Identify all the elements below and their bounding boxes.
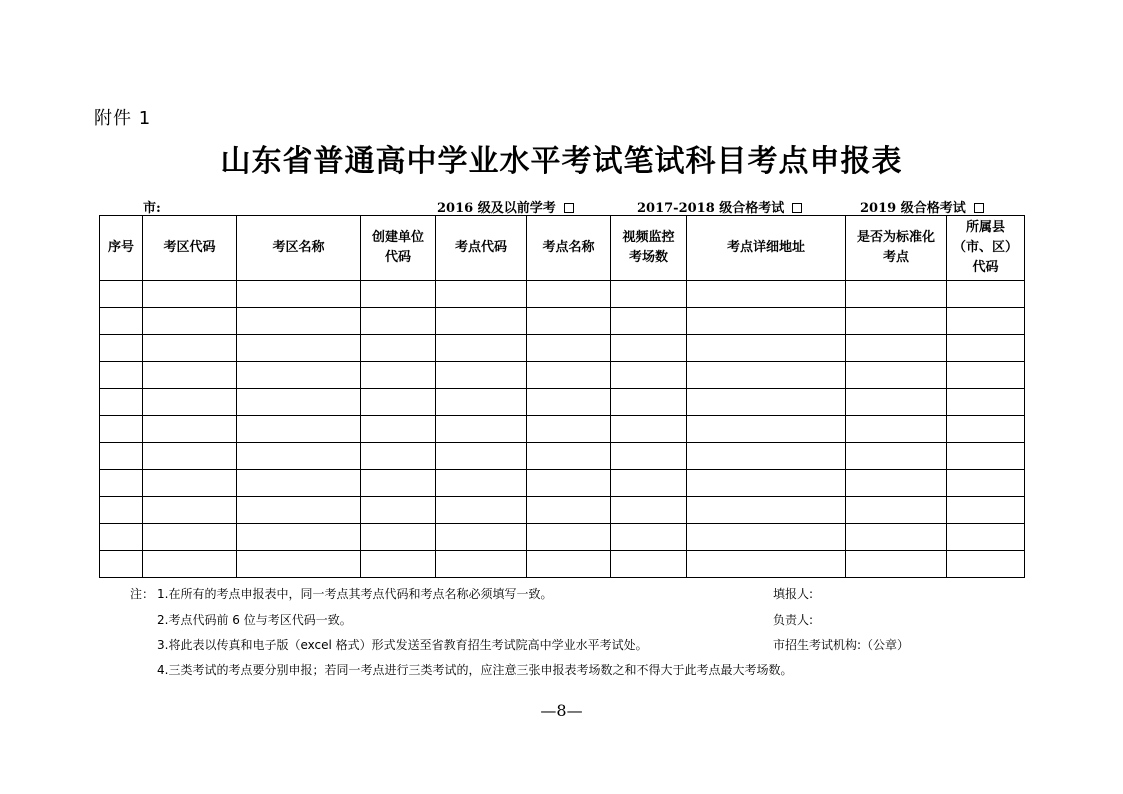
exam-option-2017-2018-label: 2017-2018 级合格考试 [637,201,785,216]
table-cell[interactable] [237,551,361,578]
table-cell[interactable] [947,497,1025,524]
table-cell[interactable] [687,389,846,416]
note-item: 1.在所有的考点申报表中，同一考点其考点代码和考点名称必须填写一致。 [157,587,553,601]
table-cell[interactable] [527,362,611,389]
table-cell[interactable] [100,281,143,308]
table-cell[interactable] [611,524,687,551]
table-cell[interactable] [100,362,143,389]
table-cell[interactable] [237,497,361,524]
table-cell[interactable] [947,389,1025,416]
table-cell[interactable] [687,416,846,443]
table-cell[interactable] [846,551,947,578]
column-header-line: （市、区） [952,240,1018,255]
table-row [100,389,1025,416]
table-cell[interactable] [527,497,611,524]
table-cell[interactable] [237,281,361,308]
column-header-line: 考场数 [628,250,668,265]
table-cell[interactable] [143,308,237,335]
table-cell[interactable] [436,470,527,497]
column-header-line: 是否为标准化 [856,230,935,245]
exam-option-2016[interactable] [437,197,574,216]
table-cell[interactable] [527,551,611,578]
checkbox-icon[interactable] [564,203,574,213]
table-cell[interactable] [527,389,611,416]
column-header [100,216,143,281]
table-cell[interactable] [687,551,846,578]
table-cell[interactable] [846,497,947,524]
column-header-line: 考区代码 [163,240,216,255]
table-cell[interactable] [687,470,846,497]
table-cell[interactable] [527,416,611,443]
table-cell[interactable] [237,443,361,470]
table-cell[interactable] [846,524,947,551]
city-label: 市: [143,201,161,216]
column-header-line: 视频监控 [622,230,675,245]
table-cell[interactable] [237,308,361,335]
table-cell[interactable] [100,443,143,470]
table-cell[interactable] [947,551,1025,578]
column-header [436,216,527,281]
table-cell[interactable] [527,524,611,551]
table-cell[interactable] [947,524,1025,551]
table-cell[interactable] [436,335,527,362]
table-cell[interactable] [846,389,947,416]
column-header-line: 代码 [972,260,999,275]
column-header [846,216,947,281]
column-header-line: 考点详细地址 [726,240,805,255]
table-cell[interactable] [143,443,237,470]
table-cell[interactable] [361,470,436,497]
table-cell[interactable] [846,443,947,470]
table-cell[interactable] [846,470,947,497]
table-cell[interactable] [527,335,611,362]
table-row [100,281,1025,308]
column-header-line: 代码 [384,250,411,265]
note-item: 4.三类考试的考点要分别申报；若同一考点进行三类考试的，应注意三张申报表考场数之和不得大于此考点最大考场数。 [157,663,793,677]
column-header-line: 序号 [107,240,134,255]
table-cell[interactable] [687,443,846,470]
table-cell[interactable] [947,362,1025,389]
table-header-row [100,216,1025,281]
table-cell[interactable] [361,497,436,524]
table-cell[interactable] [436,308,527,335]
column-header [237,216,361,281]
table-cell[interactable] [361,524,436,551]
table-cell[interactable] [611,551,687,578]
application-table [99,215,1025,578]
table-cell[interactable] [237,470,361,497]
note-item: 3.将此表以传真和电子版（excel 格式）形式发送至省教育招生考试院高中学业水平考试处。 [157,638,648,652]
table-cell[interactable] [527,443,611,470]
filler-label: 填报人: [773,587,814,601]
table-cell[interactable] [361,551,436,578]
column-header-line: 考区名称 [272,240,325,255]
table-cell[interactable] [611,497,687,524]
table-cell[interactable] [947,281,1025,308]
table-cell[interactable] [143,416,237,443]
table-cell[interactable] [143,335,237,362]
table-cell[interactable] [947,335,1025,362]
table-cell[interactable] [436,389,527,416]
table-cell[interactable] [846,416,947,443]
table-row [100,497,1025,524]
table-cell[interactable] [100,497,143,524]
table-row [100,443,1025,470]
table-cell[interactable] [143,389,237,416]
table-cell[interactable] [611,335,687,362]
column-header-line: 考点代码 [454,240,507,255]
table-cell[interactable] [361,281,436,308]
table-cell[interactable] [846,308,947,335]
exam-option-2019[interactable] [860,197,984,216]
table-cell[interactable] [143,281,237,308]
table-cell[interactable] [100,335,143,362]
exam-option-2019-label: 2019 级合格考试 [860,201,966,216]
table-cell[interactable] [237,335,361,362]
table-cell[interactable] [527,281,611,308]
page-title: 山东省普通高中学业水平考试笔试科目考点申报表 [220,144,903,179]
table-cell[interactable] [100,551,143,578]
table-cell[interactable] [361,416,436,443]
table-row [100,524,1025,551]
table-cell[interactable] [436,524,527,551]
table-cell[interactable] [100,524,143,551]
table-cell[interactable] [237,416,361,443]
table-cell[interactable] [947,416,1025,443]
page-number: —8— [540,701,583,720]
table-cell[interactable] [237,524,361,551]
column-header-line: 所属县 [965,220,1005,235]
table-cell[interactable] [947,308,1025,335]
column-header-line: 创建单位 [371,230,424,245]
table-cell[interactable] [687,362,846,389]
table-cell[interactable] [846,281,947,308]
checkbox-icon[interactable] [792,203,802,213]
table-cell[interactable] [237,389,361,416]
exam-option-2017-2018[interactable] [637,197,802,216]
table-row [100,551,1025,578]
table-row [100,308,1025,335]
table-cell[interactable] [436,281,527,308]
table-body [100,281,1025,578]
table-cell[interactable] [237,362,361,389]
checkbox-icon[interactable] [974,203,984,213]
column-header-line: 考点名称 [542,240,595,255]
table-cell[interactable] [846,335,947,362]
table-cell[interactable] [527,308,611,335]
table-cell[interactable] [687,335,846,362]
table-cell[interactable] [143,497,237,524]
table-cell[interactable] [527,470,611,497]
column-header [687,216,846,281]
table-cell[interactable] [436,362,527,389]
responsible-label: 负责人: [773,613,814,627]
table-cell[interactable] [361,362,436,389]
table-cell[interactable] [143,551,237,578]
table-cell[interactable] [611,389,687,416]
table-cell[interactable] [361,389,436,416]
notes-prefix: 注： [130,587,155,601]
table-cell[interactable] [687,524,846,551]
column-header [947,216,1025,281]
table-cell[interactable] [687,281,846,308]
table-cell[interactable] [436,497,527,524]
exam-option-2016-label: 2016 级及以前学考 [437,201,556,216]
table-cell[interactable] [947,443,1025,470]
table-row [100,470,1025,497]
table-cell[interactable] [687,497,846,524]
table-cell[interactable] [687,308,846,335]
table-cell[interactable] [611,443,687,470]
table-cell[interactable] [361,308,436,335]
table-cell[interactable] [143,524,237,551]
table-row [100,416,1025,443]
table-cell[interactable] [611,308,687,335]
table-cell[interactable] [436,416,527,443]
table-cell[interactable] [846,362,947,389]
table-cell[interactable] [100,470,143,497]
table-cell[interactable] [143,470,237,497]
table-cell[interactable] [100,389,143,416]
table-cell[interactable] [611,362,687,389]
table-cell[interactable] [100,308,143,335]
attachment-label: 附件 1 [94,108,152,129]
table-cell[interactable] [361,443,436,470]
table-cell[interactable] [143,362,237,389]
agency-seal-label: 市招生考试机构:（公章） [773,638,910,652]
column-header [611,216,687,281]
table-cell[interactable] [611,416,687,443]
table-row [100,362,1025,389]
table-cell[interactable] [611,281,687,308]
table-cell[interactable] [436,551,527,578]
table-cell[interactable] [611,470,687,497]
table-cell[interactable] [361,335,436,362]
table-row [100,335,1025,362]
column-header [361,216,436,281]
table-cell[interactable] [947,470,1025,497]
column-header-line: 考点 [882,250,909,265]
column-header [143,216,237,281]
table-cell[interactable] [436,443,527,470]
column-header [527,216,611,281]
note-item: 2.考点代码前 6 位与考区代码一致。 [157,613,352,627]
table-cell[interactable] [100,416,143,443]
